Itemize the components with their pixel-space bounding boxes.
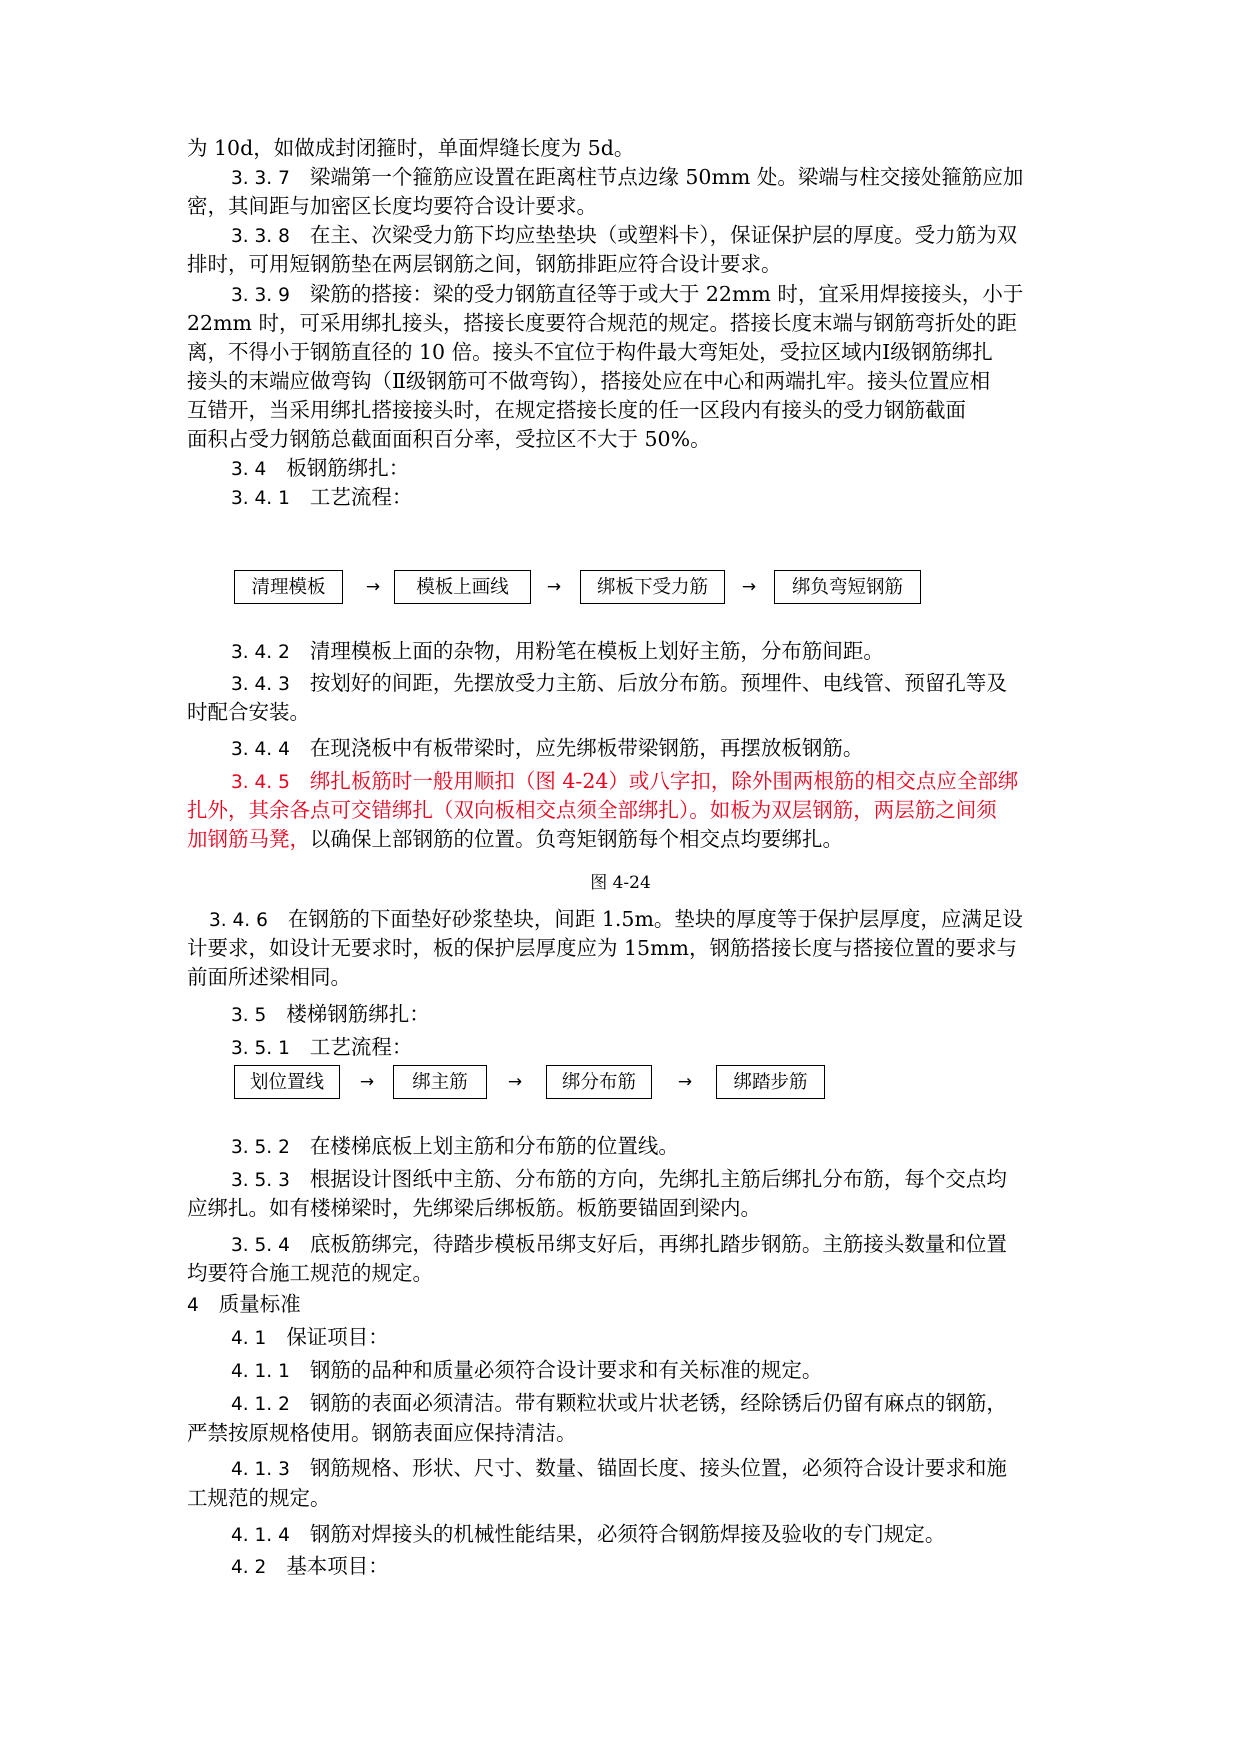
arrow-right-icon: → <box>365 577 381 597</box>
section-number: 3. 4. 1 <box>231 488 290 509</box>
section-number: 3. 3. 7 <box>231 168 290 189</box>
flow-step-box: 模板上画线 <box>394 570 531 604</box>
section-number: 4. 1. 3 <box>231 1459 290 1480</box>
flow-step-box: 绑踏步筋 <box>716 1065 825 1099</box>
section-3-4-6 <box>209 904 1067 936</box>
arrow-right-icon: → <box>359 1072 375 1092</box>
section-3-5-3 <box>231 1164 1067 1196</box>
section-3-5-1 <box>231 1032 1067 1064</box>
section-heading: 楼梯钢筋绑扎： <box>286 1002 430 1026</box>
section-number: 3. 4. 3 <box>231 674 290 695</box>
paragraph-text: 在钢筋的下面垫好砂浆垫块，间距 1.5m。垫块的厚度等于保护层厚度，应满足设 <box>287 907 1023 931</box>
flow-step-box: 绑板下受力筋 <box>580 570 725 604</box>
arrow-right-icon: → <box>507 1072 523 1092</box>
paragraph-text: 钢筋的品种和质量必须符合设计要求和有关标准的规定。 <box>309 1358 823 1382</box>
section-heading: 基本项目： <box>286 1554 389 1578</box>
paragraph-text: 清理模板上面的杂物，用粉笔在模板上划好主筋，分布筋间距。 <box>309 639 884 663</box>
section-3-4-3 <box>231 668 1067 700</box>
paragraph-line: 严禁按原规格使用。钢筋表面应保持清洁。 <box>187 1421 577 1445</box>
paragraph-text: 钢筋的表面必须清洁。带有颗粒状或片状老锈，经除锈后仍留有麻点的钢筋， <box>309 1391 1007 1415</box>
section-number: 3. 5 <box>231 1005 267 1026</box>
section-3-5-4 <box>231 1229 1067 1261</box>
section-number: 3. 4. 6 <box>209 910 268 931</box>
section-number: 3. 3. 9 <box>231 285 290 306</box>
highlighted-text: 加钢筋马凳， <box>187 827 310 851</box>
paragraph-line: 22mm 时，可采用绑扎接头，搭接长度要符合规范的规定。搭接长度末端与钢筋弯折处的距 <box>187 311 1017 335</box>
section-number: 4. 2 <box>231 1557 267 1578</box>
flow-step-box: 绑分布筋 <box>546 1065 652 1099</box>
section-3-3-7 <box>231 162 1067 194</box>
section-4 <box>187 1289 1067 1321</box>
section-4-1-4 <box>231 1519 1067 1551</box>
paragraph-text: 在现浇板中有板带梁时，应先绑板带梁钢筋，再摆放板钢筋。 <box>309 736 864 760</box>
section-number: 3. 5. 1 <box>231 1038 290 1059</box>
paragraph-line: 互错开，当采用绑扎搭接接头时，在规定搭接长度的任一区段内有接头的受力钢筋截面 <box>187 398 966 422</box>
section-number: 4 <box>187 1295 199 1316</box>
section-number: 3. 5. 3 <box>231 1170 290 1191</box>
section-number: 3. 3. 8 <box>231 226 290 247</box>
flow-step-box: 绑负弯短钢筋 <box>774 570 921 604</box>
paragraph-text: 在楼梯底板上划主筋和分布筋的位置线。 <box>309 1134 679 1158</box>
paragraph-text: 按划好的间距，先摆放受力主筋、后放分布筋。预埋件、电线管、预留孔等及 <box>309 671 1007 695</box>
section-3-5-2 <box>231 1131 1067 1163</box>
section-4-1 <box>231 1322 1067 1354</box>
section-number: 4. 1. 2 <box>231 1394 290 1415</box>
flow-step-box: 绑主筋 <box>393 1065 487 1099</box>
paragraph-line: 接头的末端应做弯钩（Ⅱ级钢筋可不做弯钩），搭接处应在中心和两端扎牢。接头位置应相 <box>187 369 991 393</box>
figure-caption: 图 4-24 <box>590 873 651 893</box>
paragraph-line <box>187 824 1067 854</box>
section-heading: 工艺流程： <box>309 485 413 509</box>
paragraph-text: 绑扎板筋时一般用顺扣（图 4-24）或八字扣，除外围两根筋的相交点应全部绑 <box>309 769 1019 793</box>
paragraph-line-highlighted: 扎外，其余各点可交错绑扎（双向板相交点须全部绑扎）。如板为双层钢筋，两层筋之间须 <box>187 798 997 822</box>
paragraph-line: 应绑扎。如有楼梯梁时，先绑梁后绑板筋。板筋要锚固到梁内。 <box>187 1196 761 1220</box>
section-3-5 <box>231 999 1067 1031</box>
paragraph-text: 钢筋规格、形状、尺寸、数量、锚固长度、接头位置，必须符合设计要求和施 <box>309 1456 1007 1480</box>
arrow-right-icon: → <box>677 1072 693 1092</box>
section-number: 3. 5. 4 <box>231 1235 290 1256</box>
paragraph-line: 离，不得小于钢筋直径的 10 倍。接头不宜位于构件最大弯矩处，受拉区域内Ⅰ级钢筋绑扎 <box>187 340 993 364</box>
section-4-2 <box>231 1551 1067 1583</box>
section-heading: 质量标准 <box>218 1292 301 1316</box>
section-number: 3. 4. 2 <box>231 642 290 663</box>
section-number: 3. 4. 5 <box>231 772 290 793</box>
flow-step-box: 划位置线 <box>234 1065 340 1099</box>
section-4-1-3 <box>231 1453 1067 1485</box>
paragraph-text: 梁端第一个箍筋应设置在距离柱节点边缘 50mm 处。梁端与柱交接处箍筋应加 <box>309 165 1024 189</box>
section-number: 3. 4 <box>231 459 267 480</box>
section-number: 4. 1 <box>231 1328 267 1349</box>
paragraph-text: 钢筋对焊接头的机械性能结果，必须符合钢筋焊接及验收的专门规定。 <box>309 1522 946 1546</box>
arrow-right-icon: → <box>546 577 562 597</box>
section-heading: 工艺流程： <box>309 1035 413 1059</box>
paragraph-line: 工规范的规定。 <box>187 1486 331 1510</box>
paragraph-line: 均要符合施工规范的规定。 <box>187 1261 433 1285</box>
paragraph-text: 以确保上部钢筋的位置。负弯矩钢筋每个相交点均要绑扎。 <box>310 827 843 851</box>
section-heading: 保证项目： <box>286 1325 389 1349</box>
section-3-4-4 <box>231 733 1067 765</box>
paragraph-line: 密，其间距与加密区长度均要符合设计要求。 <box>187 194 597 218</box>
paragraph-line: 为 10d，如做成封闭箍时，单面焊缝长度为 5d。 <box>187 136 635 160</box>
section-number: 4. 1. 1 <box>231 1361 290 1382</box>
section-number: 3. 4. 4 <box>231 739 290 760</box>
section-3-4 <box>231 453 1067 485</box>
section-number: 3. 5. 2 <box>231 1137 290 1158</box>
paragraph-line: 排时，可用短钢筋垫在两层钢筋之间，钢筋排距应符合设计要求。 <box>187 252 782 276</box>
paragraph-text: 底板筋绑完，待踏步模板吊绑支好后，再绑扎踏步钢筋。主筋接头数量和位置 <box>309 1232 1007 1256</box>
section-number: 4. 1. 4 <box>231 1525 290 1546</box>
section-heading: 板钢筋绑扎： <box>286 456 410 480</box>
section-4-1-1 <box>231 1355 1067 1387</box>
section-3-4-2 <box>231 636 1067 668</box>
section-3-4-5 <box>231 766 1067 798</box>
section-3-3-9 <box>231 279 1067 311</box>
paragraph-text: 根据设计图纸中主筋、分布筋的方向，先绑扎主筋后绑扎分布筋，每个交点均 <box>309 1167 1007 1191</box>
arrow-right-icon: → <box>741 577 757 597</box>
paragraph-line: 计要求，如设计无要求时，板的保护层厚度应为 15mm，钢筋搭接长度与搭接位置的要求与 <box>187 936 1017 960</box>
paragraph-text: 梁筋的搭接：梁的受力钢筋直径等于或大于 22mm 时，宜采用焊接接头，小于 <box>309 282 1024 306</box>
paragraph-text: 在主、次梁受力筋下均应垫垫块（或塑料卡），保证保护层的厚度。受力筋为双 <box>309 223 1018 247</box>
paragraph-line: 面积占受力钢筋总截面面积百分率，受拉区不大于 50%。 <box>187 427 711 451</box>
section-3-3-8 <box>231 220 1067 252</box>
paragraph-line: 时配合安装。 <box>187 700 310 724</box>
flow-step-box: 清理模板 <box>234 570 343 604</box>
paragraph-line: 前面所述梁相同。 <box>187 965 351 989</box>
section-3-4-1 <box>231 482 1067 514</box>
section-4-1-2 <box>231 1388 1067 1420</box>
